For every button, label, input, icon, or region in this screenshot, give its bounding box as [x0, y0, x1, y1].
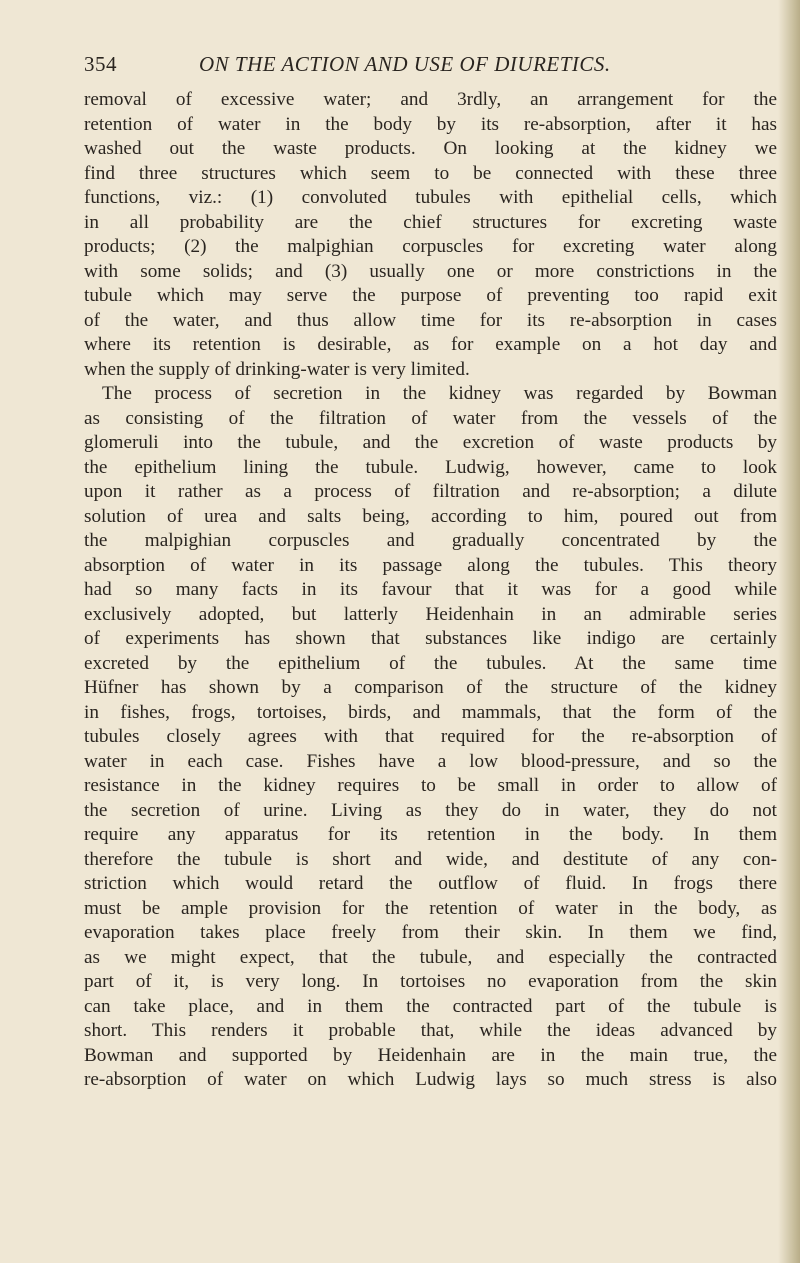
text-line: where its retention is desirable, as for example on a hot day and — [84, 334, 777, 355]
page-edge-shadow — [778, 0, 800, 1263]
text-line: part of it, is very long. In tortoises no evaporation from the skin — [84, 971, 777, 992]
text-line: glomeruli into the tubule, and the excretion of waste products by — [84, 432, 777, 453]
text-line: the epithelium lining the tubule. Ludwig, however, came to look — [84, 456, 777, 478]
text-line: in all probability are the chief structures for excreting waste — [84, 211, 777, 233]
text-line: had so many facts in its favour that it was for a good while — [84, 579, 777, 600]
text-line: of experiments has shown that substances like indigo are certainly — [84, 628, 777, 649]
text-line: of the water, and thus allow time for its re-absorption in cases — [84, 309, 777, 331]
text-line: striction which would retard the outflow of fluid. In frogs there — [84, 873, 777, 894]
text-line: solution of urea and salts being, according to him, poured out from — [84, 505, 777, 527]
text-line: excreted by the epithelium of the tubules. At the same time — [84, 652, 777, 674]
text-line: the malpighian corpuscles and gradually concentrated by the — [84, 530, 777, 551]
text-line: short. This renders it probable that, while the ideas advanced by — [84, 1020, 777, 1041]
text-line: products; (2) the malpighian corpuscles for excreting water along — [84, 236, 777, 257]
text-line: must be ample provision for the retention of water in the body, as — [84, 897, 777, 919]
text-line: Hüfner has shown by a comparison of the structure of the kidney — [84, 677, 777, 698]
text-line: as we might expect, that the tubule, and especially the contracted — [84, 946, 777, 968]
page-header — [84, 46, 774, 82]
text-line: find three structures which seem to be connected with these three — [84, 162, 777, 184]
paragraph-first-line: The process of secretion in the kidney was regarded by Bowman — [102, 383, 777, 404]
paragraph-last-line: when the supply of drinking-water is very limited. — [84, 358, 470, 380]
text-line: functions, viz.: (1) convoluted tubules with epithelial cells, which — [84, 187, 777, 208]
text-line: in fishes, frogs, tortoises, birds, and mammals, that the form of the — [84, 701, 777, 723]
running-title: ON THE ACTION AND USE OF DIURETICS. — [199, 52, 611, 76]
text-line: as consisting of the filtration of water from the vessels of the — [84, 407, 777, 429]
body-text — [84, 88, 777, 1093]
text-line: re-absorption of water on which Ludwig lays so much stress is also — [84, 1069, 777, 1090]
page-number: 354 — [84, 52, 117, 76]
text-line: therefore the tubule is short and wide, and destitute of any con- — [84, 848, 777, 870]
text-line: evaporation takes place freely from their skin. In them we find, — [84, 922, 777, 943]
text-line: the secretion of urine. Living as they do in water, they do not — [84, 799, 777, 821]
text-line: washed out the waste products. On looking at the kidney we — [84, 138, 777, 159]
text-line: tubule which may serve the purpose of preventing too rapid exit — [84, 285, 777, 306]
text-line: water in each case. Fishes have a low blood-pressure, and so the — [84, 750, 777, 772]
text-line: upon it rather as a process of filtration and re-absorption; a dilute — [84, 481, 777, 502]
text-line: resistance in the kidney requires to be small in order to allow of — [84, 775, 777, 796]
text-line: can take place, and in them the contracted part of the tubule is — [84, 995, 777, 1017]
text-line: tubules closely agrees with that required for the re-absorption of — [84, 726, 777, 747]
text-line: retention of water in the body by its re-absorption, after it has — [84, 113, 777, 135]
text-line: Bowman and supported by Heidenhain are in the main true, the — [84, 1044, 777, 1066]
text-line: require any apparatus for its retention in the body. In them — [84, 824, 777, 845]
text-line: exclusively adopted, but latterly Heidenhain in an admirable series — [84, 603, 777, 625]
text-line: removal of excessive water; and 3rdly, an arrangement for the — [84, 89, 777, 110]
text-line: with some solids; and (3) usually one or more constrictions in the — [84, 260, 777, 282]
text-line: absorption of water in its passage along the tubules. This theory — [84, 554, 777, 576]
